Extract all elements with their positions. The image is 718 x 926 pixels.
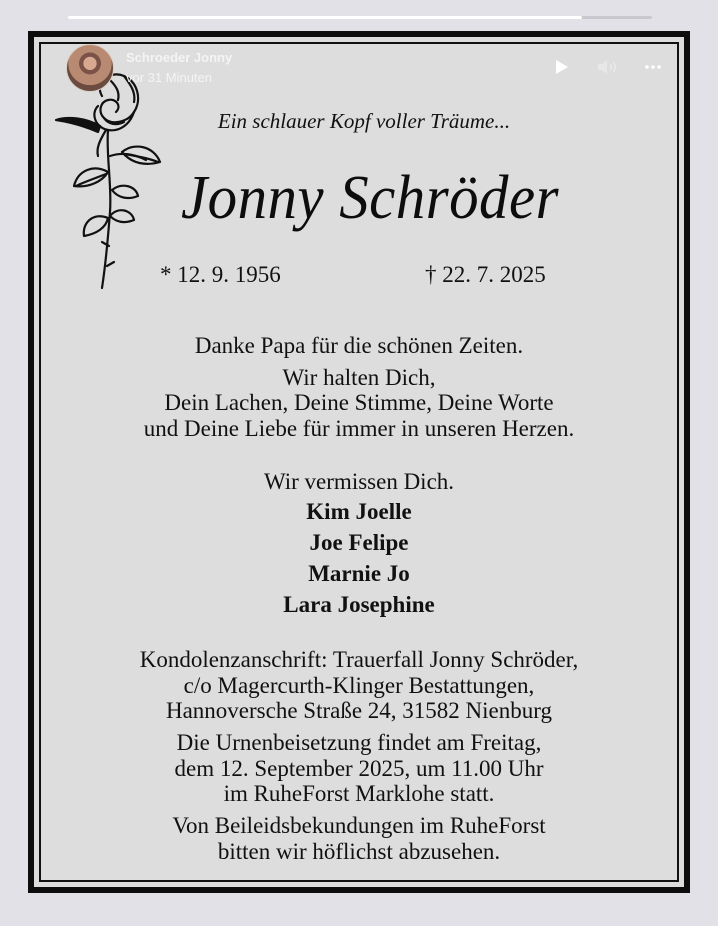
story-timestamp: vor 31 Minuten: [126, 70, 212, 85]
story-controls: [548, 54, 666, 80]
note-line: bitten wir höflichst abzusehen.: [217, 838, 501, 864]
sound-icon[interactable]: [594, 54, 620, 80]
life-dates: [0, 262, 718, 292]
obituary-motto: Ein schlauer Kopf voller Träume...: [217, 109, 511, 133]
address-line: Hannoversche Straße 24, 31582 Nienburg: [165, 698, 552, 723]
condolence-address: [0, 647, 718, 724]
note-line: Von Beileidsbekundungen im RuheForst: [172, 813, 546, 838]
mourner-name: Lara Josephine: [283, 591, 435, 617]
deceased-name: Jonny Schröder: [181, 164, 559, 232]
avatar[interactable]: [66, 44, 114, 92]
mourner-name: Joe Felipe: [309, 529, 409, 555]
burial-line: dem 12. September 2025, um 11.00 Uhr: [174, 755, 544, 781]
burial-info: [0, 730, 718, 807]
message-line: Wir halten Dich,: [282, 364, 436, 390]
farewell-message: [0, 333, 718, 441]
burial-line: Die Urnenbeisetzung findet am Freitag,: [176, 730, 542, 755]
story-progress-fill: [68, 16, 582, 19]
play-icon[interactable]: [548, 54, 574, 80]
miss-line: Wir vermissen Dich.: [263, 469, 455, 494]
birth-date: * 12. 9. 1956: [160, 262, 281, 287]
mourners-section: [0, 469, 718, 620]
address-line: c/o Magercurth-Klinger Bestattungen,: [183, 672, 535, 698]
condolence-note: [0, 813, 718, 864]
mourner-name: Kim Joelle: [306, 498, 412, 524]
message-line: und Deine Liebe für immer in unseren Herzen.: [143, 415, 575, 441]
more-icon[interactable]: [640, 54, 666, 80]
story-author[interactable]: Schroeder Jonny: [126, 50, 233, 65]
burial-line: im RuheForst Marklohe statt.: [223, 781, 495, 806]
story-header: [66, 44, 666, 94]
death-date: † 22. 7. 2025: [425, 262, 546, 287]
address-line: Kondolenzanschrift: Trauerfall Jonny Schröder,: [139, 647, 579, 672]
rose-illustration: [50, 66, 170, 292]
story-progress-bar: [68, 16, 652, 19]
message-line: Dein Lachen, Deine Stimme, Deine Worte: [164, 390, 554, 415]
message-line: Danke Papa für die schönen Zeiten.: [194, 333, 524, 358]
mourner-name: Marnie Jo: [308, 560, 410, 586]
